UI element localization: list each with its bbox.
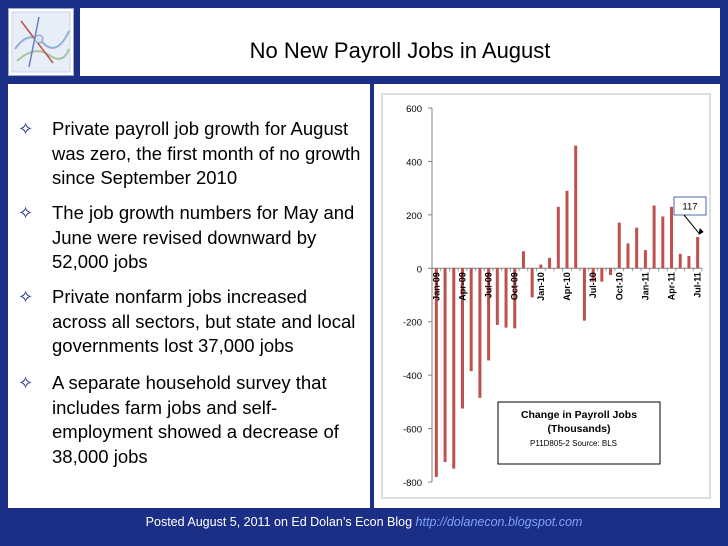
bar-Jun-10 — [583, 268, 586, 320]
bar-May-11 — [679, 254, 682, 268]
bar-Nov-09 — [522, 251, 525, 268]
x-tick-label: Oct-10 — [614, 272, 625, 301]
footer — [0, 515, 728, 529]
bullet-text: Private nonfarm jobs increased across all sectors, but state and local governments lost 37,000 jobs — [52, 286, 356, 356]
x-tick-label: Jul-11 — [692, 272, 703, 298]
blog-logo-image — [8, 8, 74, 76]
diamond-star-icon: ✧ — [18, 119, 34, 139]
y-tick-label: -400 — [402, 371, 422, 383]
annotation-label: 117 — [682, 201, 698, 213]
slide-title: No New Payroll Jobs in August — [249, 38, 551, 63]
bullet-item — [18, 285, 364, 359]
chart-panel — [374, 84, 720, 508]
y-tick-label: 200 — [406, 210, 422, 222]
diamond-star-icon: ✧ — [18, 373, 34, 393]
bullet-text: The job growth numbers for May and June were revised downward by 52,000 jobs — [52, 202, 355, 272]
blog-link[interactable]: http://dolanecon.blogspot.com — [415, 515, 583, 529]
bullet-text: A separate household survey that includes farm jobs and self-employment showed a decrease of 38,000 jobs — [52, 372, 339, 467]
bar-May-10 — [574, 146, 577, 269]
logo-graphic — [9, 9, 73, 75]
bar-Dec-09 — [531, 268, 534, 297]
bar-Mar-10 — [557, 207, 560, 268]
footer-text: Posted August 5, 2011 on Ed Dolan’s Econ Blog — [145, 515, 416, 529]
y-tick-label: -800 — [402, 478, 422, 489]
x-tick-label: Jan-10 — [535, 272, 546, 301]
diamond-star-icon: ✧ — [18, 203, 34, 223]
title-bar — [80, 8, 720, 76]
x-tick-label: Jan-11 — [640, 272, 651, 301]
bullet-item — [18, 117, 364, 191]
x-tick-label: Apr-11 — [666, 272, 677, 301]
bar-Aug-10 — [600, 268, 603, 281]
bar-Jun-11 — [687, 256, 690, 268]
bullet-item — [18, 371, 364, 469]
bar-Jun-09 — [478, 268, 481, 398]
bar-Mar-09 — [452, 268, 455, 468]
bullet-panel — [8, 84, 370, 508]
bar-Mar-11 — [661, 216, 664, 268]
diamond-star-icon: ✧ — [18, 287, 34, 307]
bar-Jul-11 — [696, 237, 699, 268]
x-tick-label: Oct-09 — [509, 272, 520, 301]
bar-Feb-10 — [548, 258, 551, 268]
y-tick-label: 600 — [406, 104, 422, 115]
bullet-text: Private payroll job growth for August was zero, the first month of no growth since September 2010 — [52, 118, 361, 188]
bar-Feb-11 — [653, 206, 656, 269]
bar-Dec-10 — [635, 228, 638, 269]
bar-Apr-11 — [670, 207, 673, 268]
y-tick-label: 400 — [406, 157, 422, 169]
chart-title: Change in Payroll Jobs — [520, 409, 638, 421]
bar-May-09 — [470, 268, 473, 371]
chart-subtitle: (Thousands) — [547, 423, 611, 435]
y-tick-label: -200 — [402, 317, 422, 329]
x-tick-label: Jul-10 — [588, 272, 599, 299]
x-tick-label: Jul-09 — [483, 272, 494, 299]
bullet-item — [18, 201, 364, 275]
x-tick-label: Jan-09 — [431, 272, 442, 301]
bar-Feb-09 — [444, 268, 447, 462]
y-tick-label: -600 — [402, 424, 422, 436]
bar-Jan-11 — [644, 250, 647, 268]
y-tick-label: 0 — [416, 264, 422, 276]
bar-Nov-10 — [626, 243, 629, 268]
bar-Oct-10 — [618, 223, 621, 269]
x-tick-label: Apr-10 — [562, 272, 572, 301]
bar-Sep-10 — [609, 268, 612, 275]
chart-source: P11D805-2 Source: BLS — [530, 439, 618, 448]
bar-Jan-10 — [539, 265, 542, 269]
bar-Aug-09 — [496, 268, 499, 325]
x-tick-label: Apr-09 — [457, 272, 468, 301]
payroll-jobs-chart — [374, 84, 720, 508]
bar-Sep-09 — [505, 268, 508, 327]
bar-Apr-10 — [566, 191, 569, 268]
